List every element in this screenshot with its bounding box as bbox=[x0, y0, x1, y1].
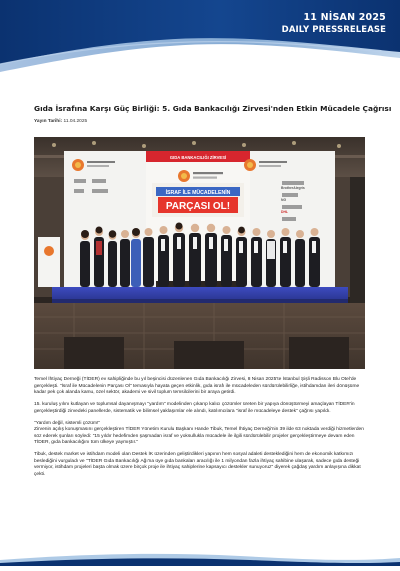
sponsor-label: BrotherAlegris bbox=[281, 186, 305, 190]
body-paragraph: Zirvenin açılış konuşmasını gerçekleştiren TİDER Yönetim Kurulu Başkanı Hande Tibuk, Temel İhtiyaç Derneği'nin 39 ilde 63 noktada verdiği hizmetlerden söz ederek şunları söyledi: "15 yıldır hedefimden şaşmadan israf ve yoksullukla mücadele ile ilgili sürdürülebilir projeler gerçekleştirmeye devam eden TİDER, gıda bankacılığını tüm ülkeye yaymıştır." bbox=[34, 427, 364, 445]
body-subheading: "Yardım değil, sistemli çözüm!" bbox=[34, 420, 101, 426]
publish-date bbox=[34, 119, 87, 124]
event-photo bbox=[34, 137, 365, 369]
publish-date-value: 11.04.2025 bbox=[63, 119, 88, 124]
article-title: Gıda İsrafına Karşı Güç Birliği: 5. Gıda Bankacılığı Zirvesi'nden Etkin Mücadele Çağrısı bbox=[34, 104, 392, 113]
sponsor-label: NG bbox=[281, 198, 287, 202]
body-paragraph: 15. kuruluş yılını kutlayan ve toplumsal dayanışmayı "yardım" modelinden çıkarıp kalıcı çözümler üreten bir yapıya dönüştürmeyi amaçlayan TİDER'in gerçekleştirdiği zirvedeki panellerde, sistematik ve bilimsel yaklaşımlar ele alındı, katılımcılara "israf ile mücadeleye destek" çağrısı yapıldı. bbox=[34, 402, 355, 414]
article-body bbox=[34, 377, 370, 484]
header-date: 11 NİSAN 2025 bbox=[303, 12, 386, 23]
page-header bbox=[0, 0, 400, 78]
event-photo-illustration bbox=[34, 137, 365, 369]
publish-date-label: Yayın Tarihi: bbox=[34, 119, 63, 124]
page-footer bbox=[0, 546, 400, 566]
header-label: DAILY PRESSRELEASE bbox=[281, 25, 386, 35]
banner-line-1: İSRAF İLE MÜCADELENİN bbox=[165, 189, 231, 196]
sponsor-label: DHL bbox=[281, 210, 288, 214]
footer-wave-graphic bbox=[0, 546, 400, 566]
screen-heading: GIDA BANKACILIĞI ZİRVESİ bbox=[169, 155, 227, 160]
body-paragraph: Tibuk, destek market ve istihdam modeli olan Destek İK üzerinden geliştirdikleri yapının hem sosyal adaleti desteklediğini hem de ekonomik katkımızı beslediğini vurguladı ve "TİDER Gıda Bankacılığı Ağı'na üye gıda bankaları aracılığı ile 1 milyondan fazla ihtiyaç sahibine ulaşarak, sadece gıda desteği vermiyor, istihdam projeleri başta olmak üzere birçok proje ile ihtiyaç sahiplerine kapsayıcı destekler sunuyoruz" diyerek çağdaş yardım anlayışına dikkat çekti. bbox=[34, 452, 361, 477]
banner-line-2: PARÇASI OL! bbox=[165, 201, 231, 212]
body-paragraph: Temel İhtiyaç Derneği (TİDER) ev sahipliğinde bu yıl beşincisi düzenlenen Gıda Bankacılığı Zirvesi, 8 Nisan 2025'te İstanbul Şişli Radisson Blu Otel'de gerçekleşti. "İsraf ile Mücadelenin Parçası Ol" temasıyla hayata geçen etkinlik, gıda israfı ile mücadeleden sürdürülebilirliğe, istihdamdan ileri dönüşüme kadar pek çok alanda kamu, özel sektör, akademi ve sivil toplum temsilcilerini bir araya getirdi. bbox=[34, 377, 360, 395]
